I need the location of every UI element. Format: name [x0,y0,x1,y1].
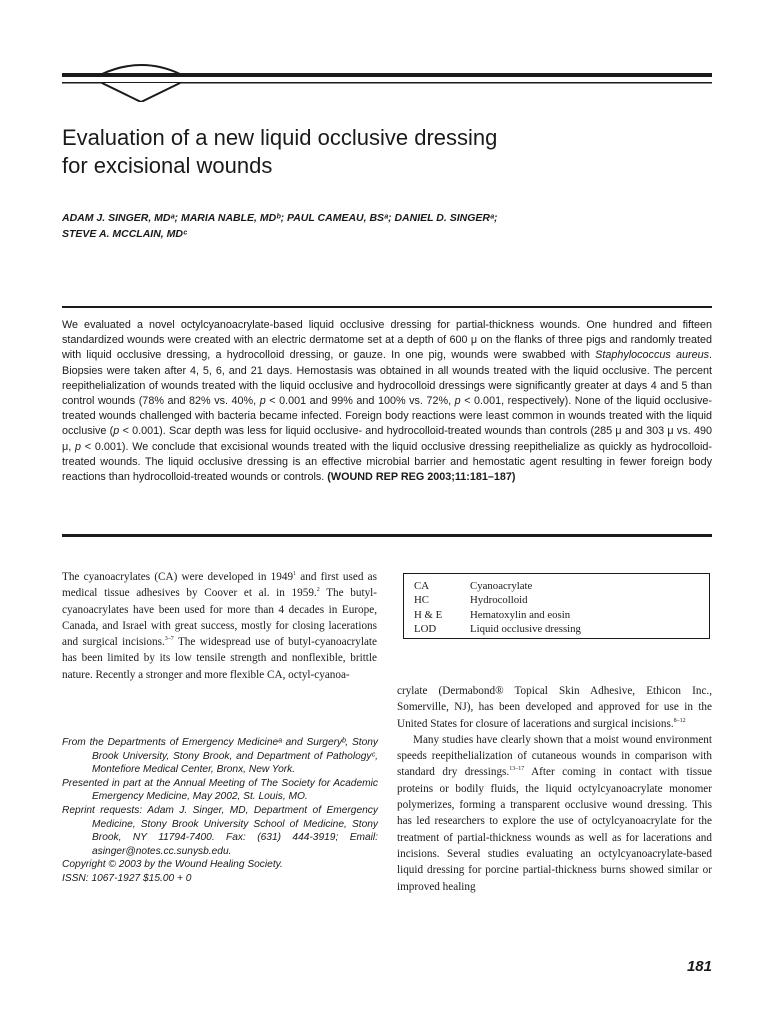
abbreviation-definition: Hydrocolloid [470,594,528,607]
abbreviation: CA [414,580,429,592]
abstract-p-symbol: p [113,425,120,438]
copyright-note: Copyright © 2003 by the Wound Healing Society. [62,859,283,871]
header-decoration [62,62,712,102]
intro-text-3: The butyl-cyanoacrylates have been used for more than 4 decades in Europe, Canada, and Israel with great success, mostly for closing lacerations and surgical incisions. [62,587,377,649]
abstract-text-4: < 0.001, respectively). None of the liquid occlusive-treated wounds challenged with bacteria became infected. Foreign body reactions were least common in wounds treated with the liquid occlusive ( [62,395,712,438]
abstract-text-2: . Biopsies were taken after 4, 5, 6, and 21 days. Hemostasis was obtained in all wounds treated with the liquid occlusive. The percent reepithelialization of wounds treated with the liquid occlusive and hydrocolloid dressings were significantly greater at days 4 and 5 than control wounds (78% and 82% vs. 40%, [62,349,712,408]
reprint-note: Reprint requests: Adam J. Singer, MD, Department of Emergency Medicine, Stony Brook University School of Medicine, Stony Brook, NY 11794-7400. Fax: (631) 444-3919; Email: asinger@notes.cc.sunysb.edu. [62,804,378,857]
abbreviation-definition: Liquid occlusive dressing [470,623,581,636]
abstract-organism: Staphylococcus aureus [595,349,709,362]
abstract-p-symbol: p [259,395,266,408]
author-list [62,210,702,242]
abbreviation-row [414,608,699,622]
abbreviation: H & E [414,608,443,621]
body-text: Many studies have clearly shown that a moist wound environment speeds reepithelialization of cutaneous wounds in comparison with standard dry dressings. [397,733,712,779]
body-text: After coming in contact with tissue proteins or bodily fluids, the liquid octylcyanoacrylate monomer polymerizes, forming a transparent occlusive wound dressing. This has led researchers to explore the use of octylcyanoacrylate for the treatment of partial-thickness wounds as well as for lacerations and incisions. Several studies evaluating an octylcyanoacrylate-based liquid dressing for porcine partial-thickness burns showed similar or improved healing [397,766,712,893]
page-number: 181 [686,958,712,975]
abstract-text-6: < 0.001). We conclude that excisional wounds treated with the liquid occlusive dressing reepithelialize as quickly as hydrocolloid-treated wounds. The liquid occlusive dressing is an effective microbial barrier and hemostatic agent resulting in fewer foreign body reactions than hydrocolloid-treated wounds or controls. [62,440,712,484]
citation-superscript: 3–7 [164,636,174,643]
authors-line-2: STEVE A. MCCLAIN, MDᶜ [62,228,188,240]
body-column-right [397,683,712,895]
body-paragraph-1 [397,683,712,732]
abstract-text-1: We evaluated a novel octylcyanoacrylate-based liquid occlusive dressing for partial-thickness wounds. One hundred and fifteen standardized wounds were created with an electric dermatome set at a depth of 600 μ on the flanks of three pigs and randomly treated with liquid occlusive dressing, a hydrocolloid dressing, or gauze. In one pig, wounds were swabbed with [62,319,712,362]
abbreviations-box [403,573,710,639]
intro-text-4: The widespread use of butyl-cyanoacrylate has been limited by its low tensile strength and nonflexible, brittle nature. Recently a stronger and more flexible CA, octyl-cyanoa- [62,636,377,681]
affiliation-note: From the Departments of Emergency Medicineᵃ and Surgeryᵇ, Stony Brook University, Stony Brook, and Department of Pathologyᶜ, Montefiore Medical Center, Bronx, New York. [62,737,378,776]
abstract-text-5: < 0.001). Scar depth was less for liquid occlusive- and hydrocolloid-treated wounds than controls (285 μ and 303 μ vs. 490 μ, [62,425,712,453]
intro-text-1: The cyanoacrylates (CA) were developed in 1949 [62,571,294,583]
abstract-top-rule [62,306,712,308]
abbreviation-definition: Cyanoacrylate [470,580,533,592]
authors-line-1: ADAM J. SINGER, MDᵃ; MARIA NABLE, MDᵇ; PAUL CAMEAU, BSᵃ; DANIEL D. SINGERᵃ; [62,212,498,224]
abbreviation: HC [414,594,429,607]
intro-text-2: and first used as medical tissue adhesives by Coover et al. in 1959. [62,571,377,600]
citation-superscript: 1 [293,571,297,577]
abstract-p-symbol: p [75,440,82,453]
abbreviation: LOD [414,623,437,636]
abstract-p-symbol: p [454,395,461,408]
intro-paragraph [62,569,377,683]
abbreviation-row [414,593,699,607]
article-title [62,124,702,180]
abbreviation-row [414,579,699,593]
citation-superscript: 2 [316,587,320,594]
abstract-citation: (WOUND REP REG 2003;11:181–187) [327,471,516,484]
citation-superscript: 13–17 [509,766,525,773]
issn-note: ISSN: 1067-1927 $15.00 + 0 [62,872,192,884]
abstract-bottom-rule [62,534,712,537]
body-paragraph-2 [397,732,712,895]
abbreviation-row [414,622,699,636]
presented-note: Presented in part at the Annual Meeting of The Society for Academic Emergency Medicine, May 2002, St. Louis, MO. [62,777,378,803]
body-column-left [62,569,377,683]
citation-superscript: 8–12 [673,717,686,724]
title-line-1: Evaluation of a new liquid occlusive dressing [62,125,498,150]
title-line-2: for excisional wounds [62,153,273,178]
abstract-text-3: < 0.001 and 99% and 100% vs. 72%, [265,395,455,408]
footnotes [62,736,378,886]
body-text: crylate (Dermabond® Topical Skin Adhesive, Ethicon Inc., Somerville, NJ), has been developed and approved for use in the United States for closure of lacerations and surgical incisions. [397,685,712,730]
abstract [62,318,712,485]
abbreviation-definition: Hematoxylin and eosin [470,608,571,621]
